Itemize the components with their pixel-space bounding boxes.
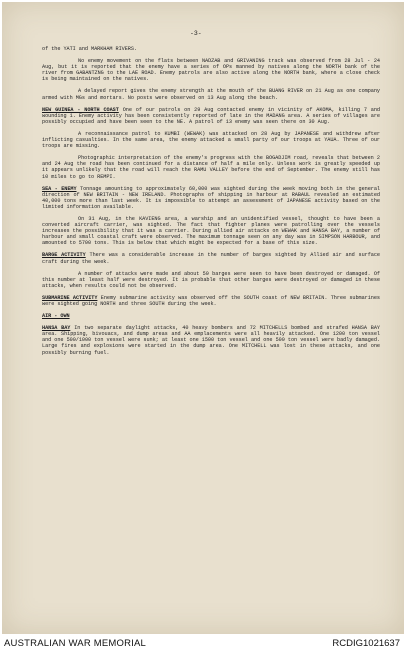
- paragraph: [42, 155, 380, 179]
- archive-reference: RCDIG1021637: [332, 638, 400, 649]
- section-heading: HANSA BAY: [42, 325, 71, 332]
- paragraph: [42, 325, 380, 355]
- page-number: -3-: [190, 30, 202, 37]
- section-heading: SUBMARINE ACTIVITY: [42, 294, 98, 301]
- paragraph: [42, 58, 380, 82]
- paragraph: [42, 131, 380, 149]
- paragraph-text: In two separate daylight attacks, 40 heavy bombers and 72 MITCHELLS bombed and strafed HANSA BAY area. Shipping, bivouacs, and dump areas and AA emplacements were all heavily attacked. One 1200 ton vessel and one 500/1000 ton vessel were sunk; at least one 1500 ton vessel and one 500 ton vessel were badly damaged. Large fires and explosions were started in the dump area. One MITCHELL was lost in these attacks, and one possibly burning fuel.: [42, 325, 380, 356]
- paragraph-text: of the YATI and MARKHAM RIVERS.: [42, 46, 137, 52]
- section-heading: SEA - ENEMY: [42, 185, 77, 192]
- section-heading: NEW GUINEA - NORTH COAST: [42, 106, 119, 113]
- paragraph: [42, 216, 380, 246]
- paragraph-text: One of our patrols on 29 Aug contacted enemy in vicinity of AKOMA, killing 7 and wounding 1. Enemy activity has been consistently reported of late in the MADANG area. A series of villages are possibly occupied and have been seen to the NE. A patrol of 13 enemy was seen there on 30 Aug.: [42, 106, 380, 125]
- paragraph-text: No enemy movement on the flats between NADZAB and GRIVANING track was observed from 28 Jul - 24 Aug, but it is reported that the enemy have a series of OPs manned by natives along the NORTH bank of the river from GABANTZNG to the LAE ROAD. Enemy patrols are also active along the NORTH bank, where a close check is being maintained on the natives.: [42, 58, 380, 83]
- archive-source: AUSTRALIAN WAR MEMORIAL: [4, 638, 147, 649]
- paragraph: [42, 88, 380, 100]
- paragraph: [42, 186, 380, 210]
- paragraph-text: A reconnaissance patrol to KUMBI (WEWAK) was attacked on 28 Aug by JAPANESE and withdrew after inflicting casualties. In the same area, the enemy attacked a small party of our troops at YAUA. Three of our troops are missing.: [42, 130, 380, 150]
- section-heading: AIR - OWN: [42, 313, 70, 320]
- paragraph: [42, 295, 380, 307]
- paragraph: [42, 252, 380, 264]
- paragraph-text: On 31 Aug, in the KAVIENG area, a warship and an unidentified vessel, thought to have been a converted aircraft carrier, was sighted. The fact that fighter planes were patrolling over the vessels increases the possibility that it was a carrier. During allied air attacks on WEWAK and HANSA BAY, a number of harbour and small coastal craft were observed. The maximum tonnage seen on any day was in SIMPSON HARBOUR, and amounted to 5700 tons. This is below that which might be expected for a base of this size.: [42, 215, 380, 247]
- paragraph: [42, 271, 380, 289]
- archive-footer: [0, 634, 406, 654]
- paragraph-text: A number of attacks were made and about 50 barges were seen to have been destroyed or damaged. Of this number at least half were destroyed. It is probable that other barges were destroyed or damaged in these attacks, when results could not be observed.: [42, 270, 380, 289]
- paragraph: [42, 46, 380, 52]
- document-page: [2, 2, 404, 634]
- paragraph-text: A delayed report gives the enemy strength at the mouth of the BUANG RIVER on 21 Aug as one company armed with MGs and mortars. No posts were observed on 13 Aug along the beach.: [42, 88, 380, 101]
- paragraph-text: Tonnage amounting to approximately 60,000 was sighted during the week moving both in the general direction of NEW BRITAIN - NEW IRELAND. Photographs of shipping in harbour at RABAUL revealed an estimated 40,000 tons more than last week. It is impossible to attempt an assessment of JAPANESE activity based on the limited information available.: [42, 185, 380, 210]
- section-heading: BARGE ACTIVITY: [42, 252, 86, 259]
- paragraph: [42, 313, 380, 319]
- paragraph: [42, 107, 380, 125]
- paragraph-text: Enemy submarine activity was observed off the SOUTH coast of NEW BRITAIN. Three submarines were sighted going NORTH and three SOUTH during the week.: [42, 294, 380, 307]
- paragraph-text: There was a considerable increase in the number of barges sighted by Allied air and surface craft during the week.: [42, 252, 380, 265]
- document-body: [42, 46, 380, 362]
- paragraph-text: Photographic interpretation of the enemy's progress with the BOGADJIM road, reveals that between 2 and 24 Aug the road has been continued for a distance of half a mile only. Unless work is greatly speeded up it appears unlikely that the road will reach the RAMU VALLEY before the end of September. The enemy still has 10 miles to go to REMPI.: [42, 155, 380, 180]
